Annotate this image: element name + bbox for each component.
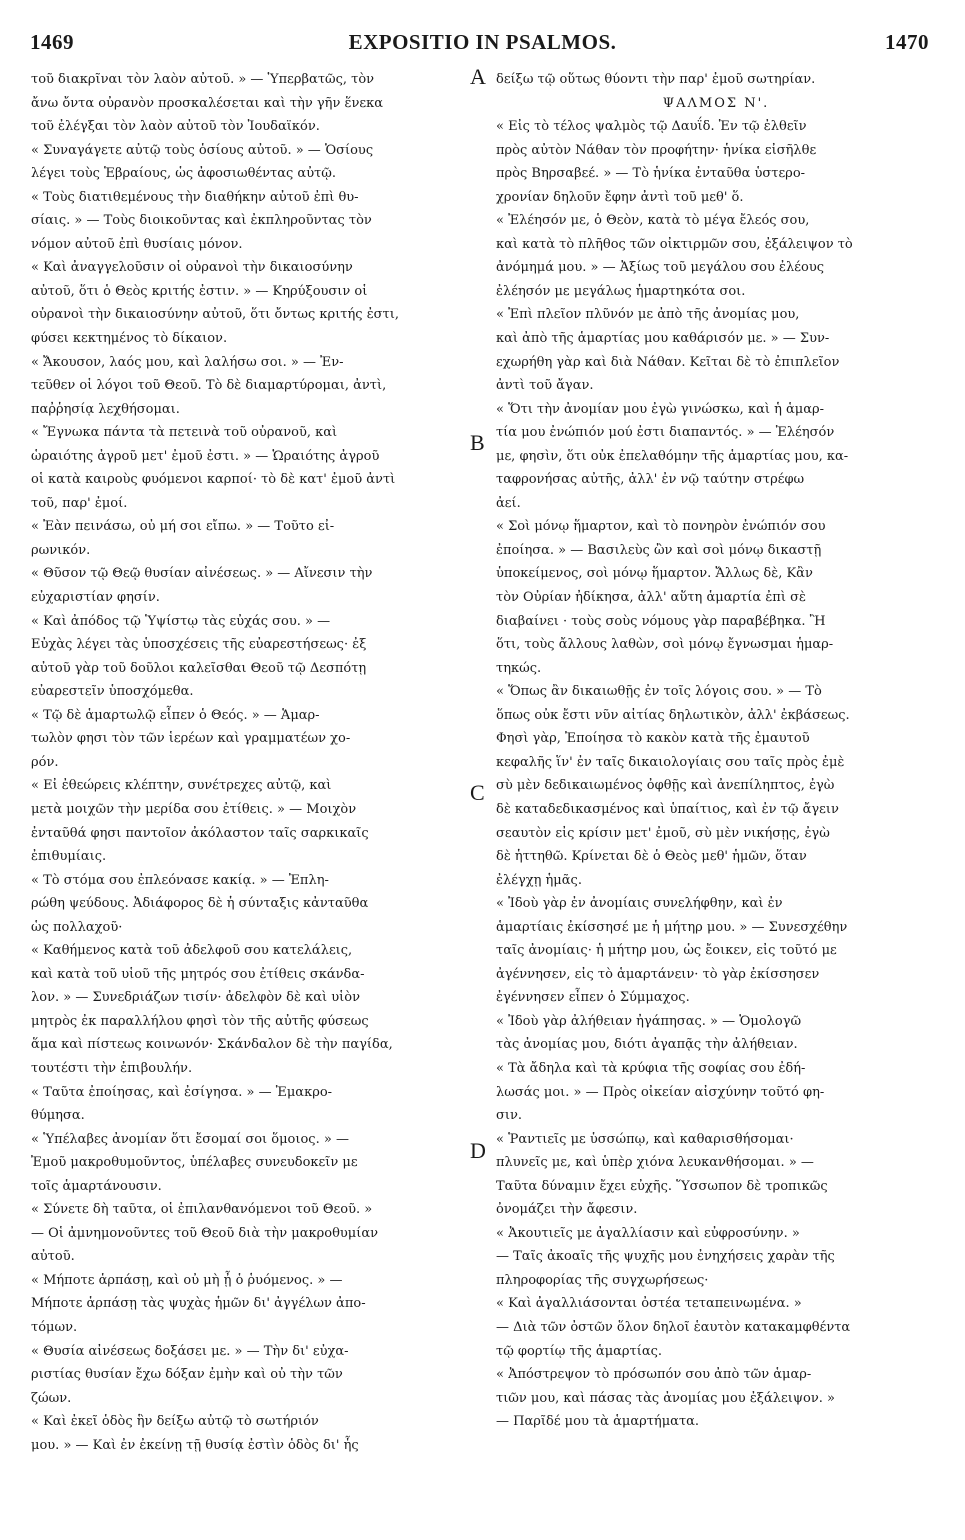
text-line: θύμησα.	[31, 1108, 85, 1124]
text-line: μετὰ μοιχῶν τὴν μερίδα σου ἐτίθεις. » — Μοιχὸν	[31, 801, 357, 817]
text-line: καὶ κατὰ τοῦ υἱοῦ τῆς μητρός σου ἐτίθεις σκάνδα-	[31, 966, 365, 982]
text-line: σιν.	[496, 1108, 523, 1124]
text-line: « Τὰ ἄδηλα καὶ τὰ κρύφια τῆς σοφίας σου ἐδή-	[496, 1060, 806, 1076]
text-line: τωλὸν φησι τὸν τῶν ἱερέων καὶ γραμματέων χο-	[31, 731, 351, 747]
text-line: « Τοὺς διατιθεμένους τὴν διαθήκην αὐτοῦ ἐπὶ θυ-	[31, 189, 359, 205]
text-line: « Ἀπόστρεψον τὸ πρόσωπόν σου ἀπὸ τῶν ἁμαρ-	[496, 1367, 812, 1383]
text-line: τεῦθεν οἱ λόγοι τοῦ Θεοῦ. Τὸ δὲ διαμαρτύρομαι, ἀντὶ,	[31, 378, 387, 394]
text-line: ἐλέησόν με μεγάλως ἡμαρτηκότα σοι.	[496, 283, 746, 299]
text-line: τὸν Οὐρίαν ἠδίκησα, ἀλλ' αὕτη ἁμαρτία ἐπὶ σὲ	[496, 590, 806, 606]
text-line: τία μου ἐνώπιόν μού ἐστι διαπαντός. » — Ἐλέησόν	[496, 425, 835, 441]
text-line: ταφρονήσας αὐτῆς, ἀλλ' ἐν νῷ ταύτην στρέφω	[496, 472, 805, 488]
text-line: ταῖς ἀνομίαις· ἡ μήτηρ μου, ὡς ἔοικεν, εἰς τοῦτό με	[496, 943, 837, 959]
text-line: μητρὸς ἐκ παραλλήλου φησὶ τὸν τῆς αὐτῆς φύσεως	[31, 1013, 369, 1029]
text-line: — Παρῖδέ μου τὰ ἁμαρτήματα.	[496, 1414, 700, 1430]
text-line: ἁμαρτίαις ἐκίσσησέ με ἡ μήτηρ μου. » — Συνεσχέθην	[496, 919, 848, 935]
text-line: « Ἰδοὺ γὰρ ἐν ἀνομίαις συνελήφθην, καὶ ἐν	[496, 896, 783, 912]
text-line: τοῦ διακρῖναι τὸν λαὸν αὐτοῦ. » — Ὑπερβατῶς, τὸν	[31, 72, 375, 87]
text-line: λον. » — Συνεδριάζων τισίν· ἀδελφὸν δὲ καὶ υἱὸν	[31, 990, 360, 1006]
page-number-right: 1470	[885, 30, 929, 54]
text-line: — Ταῖς ἀκοαῖς τῆς ψυχῆς μου ἐνηχήσεις χαρὰν τῆς	[496, 1249, 835, 1265]
text-line: χρονίαν δηλοῦν ἔφην ἀντὶ τοῦ μεθ' ὅ.	[496, 189, 744, 205]
psalm-heading: ΨΑΛΜΟΣ Ν'.	[662, 95, 770, 111]
text-line: « Ἐλέησόν με, ὁ Θεὸν, κατὰ τὸ μέγα ἔλεός σου,	[496, 213, 810, 229]
text-line: « Εἰ ἐθεώρεις κλέπτην, συνέτρεχες αὐτῷ, καὶ	[31, 778, 332, 794]
margin-marker-d: D	[470, 1138, 486, 1163]
text-line: « Εἰς τὸ τέλος ψαλμὸς τῷ Δαυΐδ. Ἐν τῷ ἐλθεῖν	[496, 119, 807, 135]
text-line: « Ἐπὶ πλεῖον πλῦνόν με ἀπὸ τῆς ἀνομίας μου,	[496, 307, 800, 323]
text-line: ἀντὶ τοῦ ἄγαν.	[496, 378, 594, 394]
margin-marker-a: A	[470, 64, 486, 89]
text-line: « Καὶ ἀναγγελοῦσιν οἱ οὐρανοὶ τὴν δικαιοσύνην	[31, 260, 353, 276]
text-line: κεφαλῆς ἵν' ἐν ταῖς δικαιολογίαις σου ταῖς πρὸς ἐμὲ	[496, 754, 845, 770]
text-line: « Ταῦτα ἐποίησας, καὶ ἐσίγησα. » — Ἐμακρο-	[31, 1084, 333, 1100]
text-line: τόμων.	[31, 1319, 78, 1335]
text-line: πλυνεῖς με, καὶ ὑπὲρ χιόνα λευκανθήσομαι. » —	[496, 1155, 814, 1171]
text-line: « Καὶ ἐκεῖ ὁδὸς ἣν δείξω αὐτῷ τὸ σωτήριόν	[31, 1414, 319, 1430]
text-line: τοῖς ἁμαρτάνουσιν.	[31, 1178, 162, 1194]
text-line: εχωρήθη γὰρ καὶ διὰ Νάθαν. Κεῖται δὲ τὸ ἐπιπλεῖον	[496, 354, 840, 370]
text-line: ἀγέννησεν, εἰς τὸ ἁμαρτάνειν· τὸ γὰρ ἐκίσσησεν	[496, 966, 820, 982]
text-line: με, φησὶν, ὅτι οὐκ ἐπελαθόμην τῆς ἁμαρτίας μου, κα-	[496, 448, 849, 464]
text-line: « Καὶ ἀγαλλιάσονται ὀστέα τεταπεινωμένα. »	[496, 1296, 802, 1312]
text-line: σὺ μὲν δεδικαιωμένος ὀφθῇς καὶ ἀνεπίληπτος, ἐγὼ	[496, 778, 835, 794]
text-line: εὐχαριστίαν φησίν.	[31, 590, 160, 606]
text-line: ὅτι, τοὺς ἄλλους λαθὼν, σοὶ μόνῳ ἔγνωσμαι ἡμαρ-	[496, 637, 834, 653]
text-line: τιῶν μου, καὶ πάσας τὰς ἀνομίας μου ἐξάλειψον. »	[496, 1390, 835, 1406]
text-line: « Τῷ δὲ ἁμαρτωλῷ εἶπεν ὁ Θεός. » — Ἁμαρ-	[31, 707, 320, 723]
text-line: οἱ κατὰ καιροὺς φυόμενοι καρποί· τὸ δὲ κατ' ἐμοῦ ἀντὶ	[31, 472, 396, 488]
text-line: ἐνταῦθά φησι παντοῖον ἀκόλαστον ταῖς σαρκικαῖς	[31, 825, 369, 841]
text-line: εὐαρεστεῖν ὑποσχόμεθα.	[31, 684, 194, 700]
text-line: « Ὅτι τὴν ἀνομίαν μου ἐγὼ γινώσκω, καὶ ἡ ἁμαρ-	[496, 401, 825, 417]
text-line: δὲ ἡττηθῶ. Κρίνεται δὲ ὁ Θεὸς μεθ' ἡμῶν, ὅταν	[496, 849, 807, 865]
text-line: « Ἀκουτιεῖς με ἀγαλλίασιν καὶ εὐφροσύνην. »	[496, 1225, 800, 1241]
text-line: « Ὅπως ἂν δικαιωθῇς ἐν τοῖς λόγοις σου. » — Τὸ	[496, 684, 822, 700]
text-line: « Σοὶ μόνῳ ἥμαρτον, καὶ τὸ πονηρὸν ἐνώπιόν σου	[496, 519, 826, 535]
text-line: « Ὑπέλαβες ἀνομίαν ὅτι ἔσομαί σοι ὅμοιος. » —	[31, 1131, 349, 1147]
text-line: « Ἰδοὺ γὰρ ἀλήθειαν ἠγάπησας. » — Ὁμολογῶ	[496, 1013, 802, 1029]
text-line: ἄνω ὄντα οὐρανὸν προσκαλέσεται καὶ τὴν γῆν ἕνεκα	[31, 95, 383, 111]
text-line: « Σύνετε δὴ ταῦτα, οἱ ἐπιλανθανόμενοι τοῦ Θεοῦ. »	[31, 1202, 373, 1218]
text-line: τοῦ, παρ' ἐμοί.	[31, 495, 128, 511]
text-line: δείξω τῷ οὕτως θύοντι τὴν παρ' ἐμοῦ σωτηρίαν.	[496, 72, 816, 87]
left-text-column	[31, 68, 471, 1468]
text-line: Εὐχὰς λέγει τὰς ὑποσχέσεις τῆς εὐαρεστήσεως· ἐξ	[31, 637, 367, 653]
text-line: « Ἐὰν πεινάσω, οὐ μή σοι εἴπω. » — Τοῦτο εἰ-	[31, 519, 335, 535]
text-line: ρόν.	[31, 754, 59, 770]
text-line: ριστίας θυσίαν ἔχω δόξαν ἐμὴν καὶ οὐ τὴν τῶν	[31, 1367, 343, 1383]
text-line: — Διὰ τῶν ὀστῶν ὅλον δηλοῖ ἑαυτὸν κατακαμφθέντα	[496, 1319, 851, 1335]
text-line: δὲ καταδεδικασμένος καὶ ὑπαίτιος, καὶ ἐν τῷ ἄγειν	[496, 801, 839, 817]
text-line: ἐπιθυμίαις.	[31, 849, 107, 865]
text-line: τῷ φορτίῳ τῆς ἁμαρτίας.	[496, 1343, 663, 1359]
text-line: « Καθήμενος κατὰ τοῦ ἀδελφοῦ σου κατελάλεις,	[31, 943, 353, 959]
text-line: ἐγέννησεν εἶπεν ὁ Σύμμαχος.	[496, 990, 690, 1006]
text-line: « Ἔγνωκα πάντα τὰ πετεινὰ τοῦ οὐρανοῦ, καὶ	[31, 425, 338, 441]
text-line: διαβαίνει · τοὺς σοὺς νόμους γὰρ παραβέβηκα. Ἢ	[496, 613, 826, 629]
text-line: « Καὶ ἀπόδος τῷ Ὑψίστῳ τὰς εὐχάς σου. » —	[31, 613, 331, 629]
text-line: μου. » — Καὶ ἐν ἐκείνῃ τῇ θυσίᾳ ἐστὶν ὁδὸς δι' ἧς	[31, 1437, 359, 1453]
text-line: σεαυτὸν εἰς κρίσιν μετ' ἐμοῦ, σὺ μὲν νικήσῃς, ἐγὼ	[496, 825, 830, 841]
text-line: ρωνικόν.	[31, 542, 91, 558]
text-line: καὶ κατὰ τὸ πλῆθος τῶν οἰκτιρμῶν σου, ἐξάλειψον τὸ	[496, 236, 853, 252]
text-line: ὡραιότης ἀγροῦ μετ' ἐμοῦ ἐστι. » — Ὡραιότης ἀγροῦ	[31, 448, 380, 464]
text-line: « Συναγάγετε αὐτῷ τοὺς ὁσίους αὐτοῦ. » — Ὁσίους	[31, 142, 374, 158]
text-line: « Θυσία αἰνέσεως δοξάσει με. » — Τὴν δι' εὐχα-	[31, 1343, 349, 1359]
text-line: ὡς πολλαχοῦ·	[31, 919, 123, 935]
page-header	[0, 0, 965, 70]
text-line: ὑποκείμενος, σοὶ μόνῳ ἥμαρτον. Ἄλλως δὲ, Κἂν	[496, 566, 813, 582]
text-line: « Μήποτε ἁρπάσῃ, καὶ οὐ μὴ ᾖ ὁ ῥυόμενος. » —	[31, 1272, 343, 1288]
text-line: ἐλέγχῃ ἡμᾶς.	[496, 872, 582, 888]
text-line: « Ῥαντιεῖς με ὑσσώπῳ, καὶ καθαρισθήσομαι·	[496, 1131, 794, 1147]
text-line: Ταῦτα δύναμιν ἔχει εὐχῆς. Ὕσσωπον δὲ τροπικῶς	[496, 1178, 828, 1194]
text-line: πρὸς Βηρσαβεέ. » — Τὸ ἡνίκα ἐνταῦθα ὑστερο-	[496, 166, 806, 182]
text-line: ἅμα καὶ πίστεως κοινωνόν· Σκάνδαλον δὲ τὴν παγίδα,	[31, 1037, 393, 1053]
text-line: σίαις. » — Τοὺς διοικοῦντας καὶ ἐκπληροῦντας τὸν	[31, 213, 372, 229]
right-text-column	[496, 68, 936, 1468]
page-number-left: 1469	[30, 30, 74, 54]
text-line: ζώων.	[31, 1390, 72, 1406]
text-line: Μήποτε ἁρπάσῃ τὰς ψυχὰς ἡμῶν δι' ἀγγέλων ἀπο-	[31, 1296, 366, 1312]
text-line: Φησὶ γὰρ, Ἐποίησα τὸ κακὸν κατὰ τῆς ἐμαυτοῦ	[496, 731, 810, 747]
margin-marker-b: B	[470, 430, 485, 455]
text-line: λέγει τοὺς Ἑβραίους, ὡς ἀφοσιωθέντας αὐτῷ.	[31, 166, 337, 182]
text-line: ἀνόμημά μου. » — Ἀξίως τοῦ μεγάλου σου ἐλέους	[496, 260, 825, 276]
text-line: ὅπως οὐκ ἔστι νῦν αἰτίας δηλωτικὸν, ἀλλ' ἐκβάσεως.	[496, 707, 850, 723]
text-line: πρὸς αὐτὸν Νάθαν τὸν προφήτην· ἡνίκα εἰσῆλθε	[496, 142, 817, 158]
text-line: νόμον αὐτοῦ ἐπὶ θυσίαις μόνον.	[31, 236, 243, 252]
text-line: — Οἱ ἀμνημονοῦντες τοῦ Θεοῦ διὰ τὴν μακροθυμίαν	[31, 1225, 379, 1241]
text-line: « Ἄκουσον, λαός μου, καὶ λαλήσω σοι. » — Ἐν-	[31, 354, 344, 370]
text-line: οὐρανοὶ τὴν δικαιοσύνην αὐτοῦ, ὅτι ὄντως κριτής ἐστι,	[31, 307, 399, 323]
text-line: παῤῥησίᾳ λεχθήσομαι.	[31, 401, 180, 417]
text-line: αὐτοῦ.	[31, 1249, 75, 1265]
text-line: ὀνομάζει τὴν ἄφεσιν.	[496, 1202, 638, 1218]
text-line: αὐτοῦ, ὅτι ὁ Θεὸς κριτής ἐστιν. » — Κηρύξουσιν οἱ	[31, 283, 368, 299]
running-title: EXPOSITIO IN PSALMOS.	[348, 30, 617, 54]
text-line: « Τὸ στόμα σου ἐπλεόνασε κακίᾳ. » — Ἐπλη-	[31, 872, 329, 888]
text-line: ἐποίησα. » — Βασιλεὺς ὢν καὶ σοὶ μόνῳ δικαστῇ	[496, 542, 822, 558]
text-line: τοῦ ἐλέγξαι τὸν λαὸν αὐτοῦ τὸν Ἰουδαϊκόν.	[31, 119, 320, 135]
text-line: καὶ ἀπὸ τῆς ἁμαρτίας μου καθάρισόν με. » — Συν-	[496, 331, 830, 347]
text-line: τὰς ἀνομίας μου, διότι ἀγαπᾷς τὴν ἀλήθειαν.	[496, 1037, 798, 1053]
text-line: λωσάς μοι. » — Πρὸς οἰκείαν αἰσχύνην τοῦτό φη-	[496, 1084, 825, 1100]
text-line: τουτέστι τὴν ἐπιβουλήν.	[31, 1060, 193, 1076]
text-line: ἀεί.	[496, 495, 521, 511]
margin-marker-c: C	[470, 780, 485, 805]
text-line: φύσει κεκτημένος τὸ δίκαιον.	[31, 331, 228, 347]
text-line: Ἐμοῦ μακροθυμοῦντος, ὑπέλαβες συνευδοκεῖν με	[31, 1155, 358, 1171]
text-line: αὐτοῦ γὰρ τοῦ δοῦλοι καλεῖσθαι Θεοῦ τῷ Δεσπότῃ	[31, 660, 367, 676]
text-line: ρώθη ψεύδους. Ἀδιάφορος δὲ ἡ σύνταξις κἀνταῦθα	[31, 896, 369, 912]
text-line: « Θῦσον τῷ Θεῷ θυσίαν αἰνέσεως. » — Αἴνεσιν τὴν	[31, 566, 373, 582]
text-line: πληροφορίας τῆς συγχωρήσεως·	[496, 1272, 709, 1288]
text-line: τηκώς.	[496, 660, 542, 676]
